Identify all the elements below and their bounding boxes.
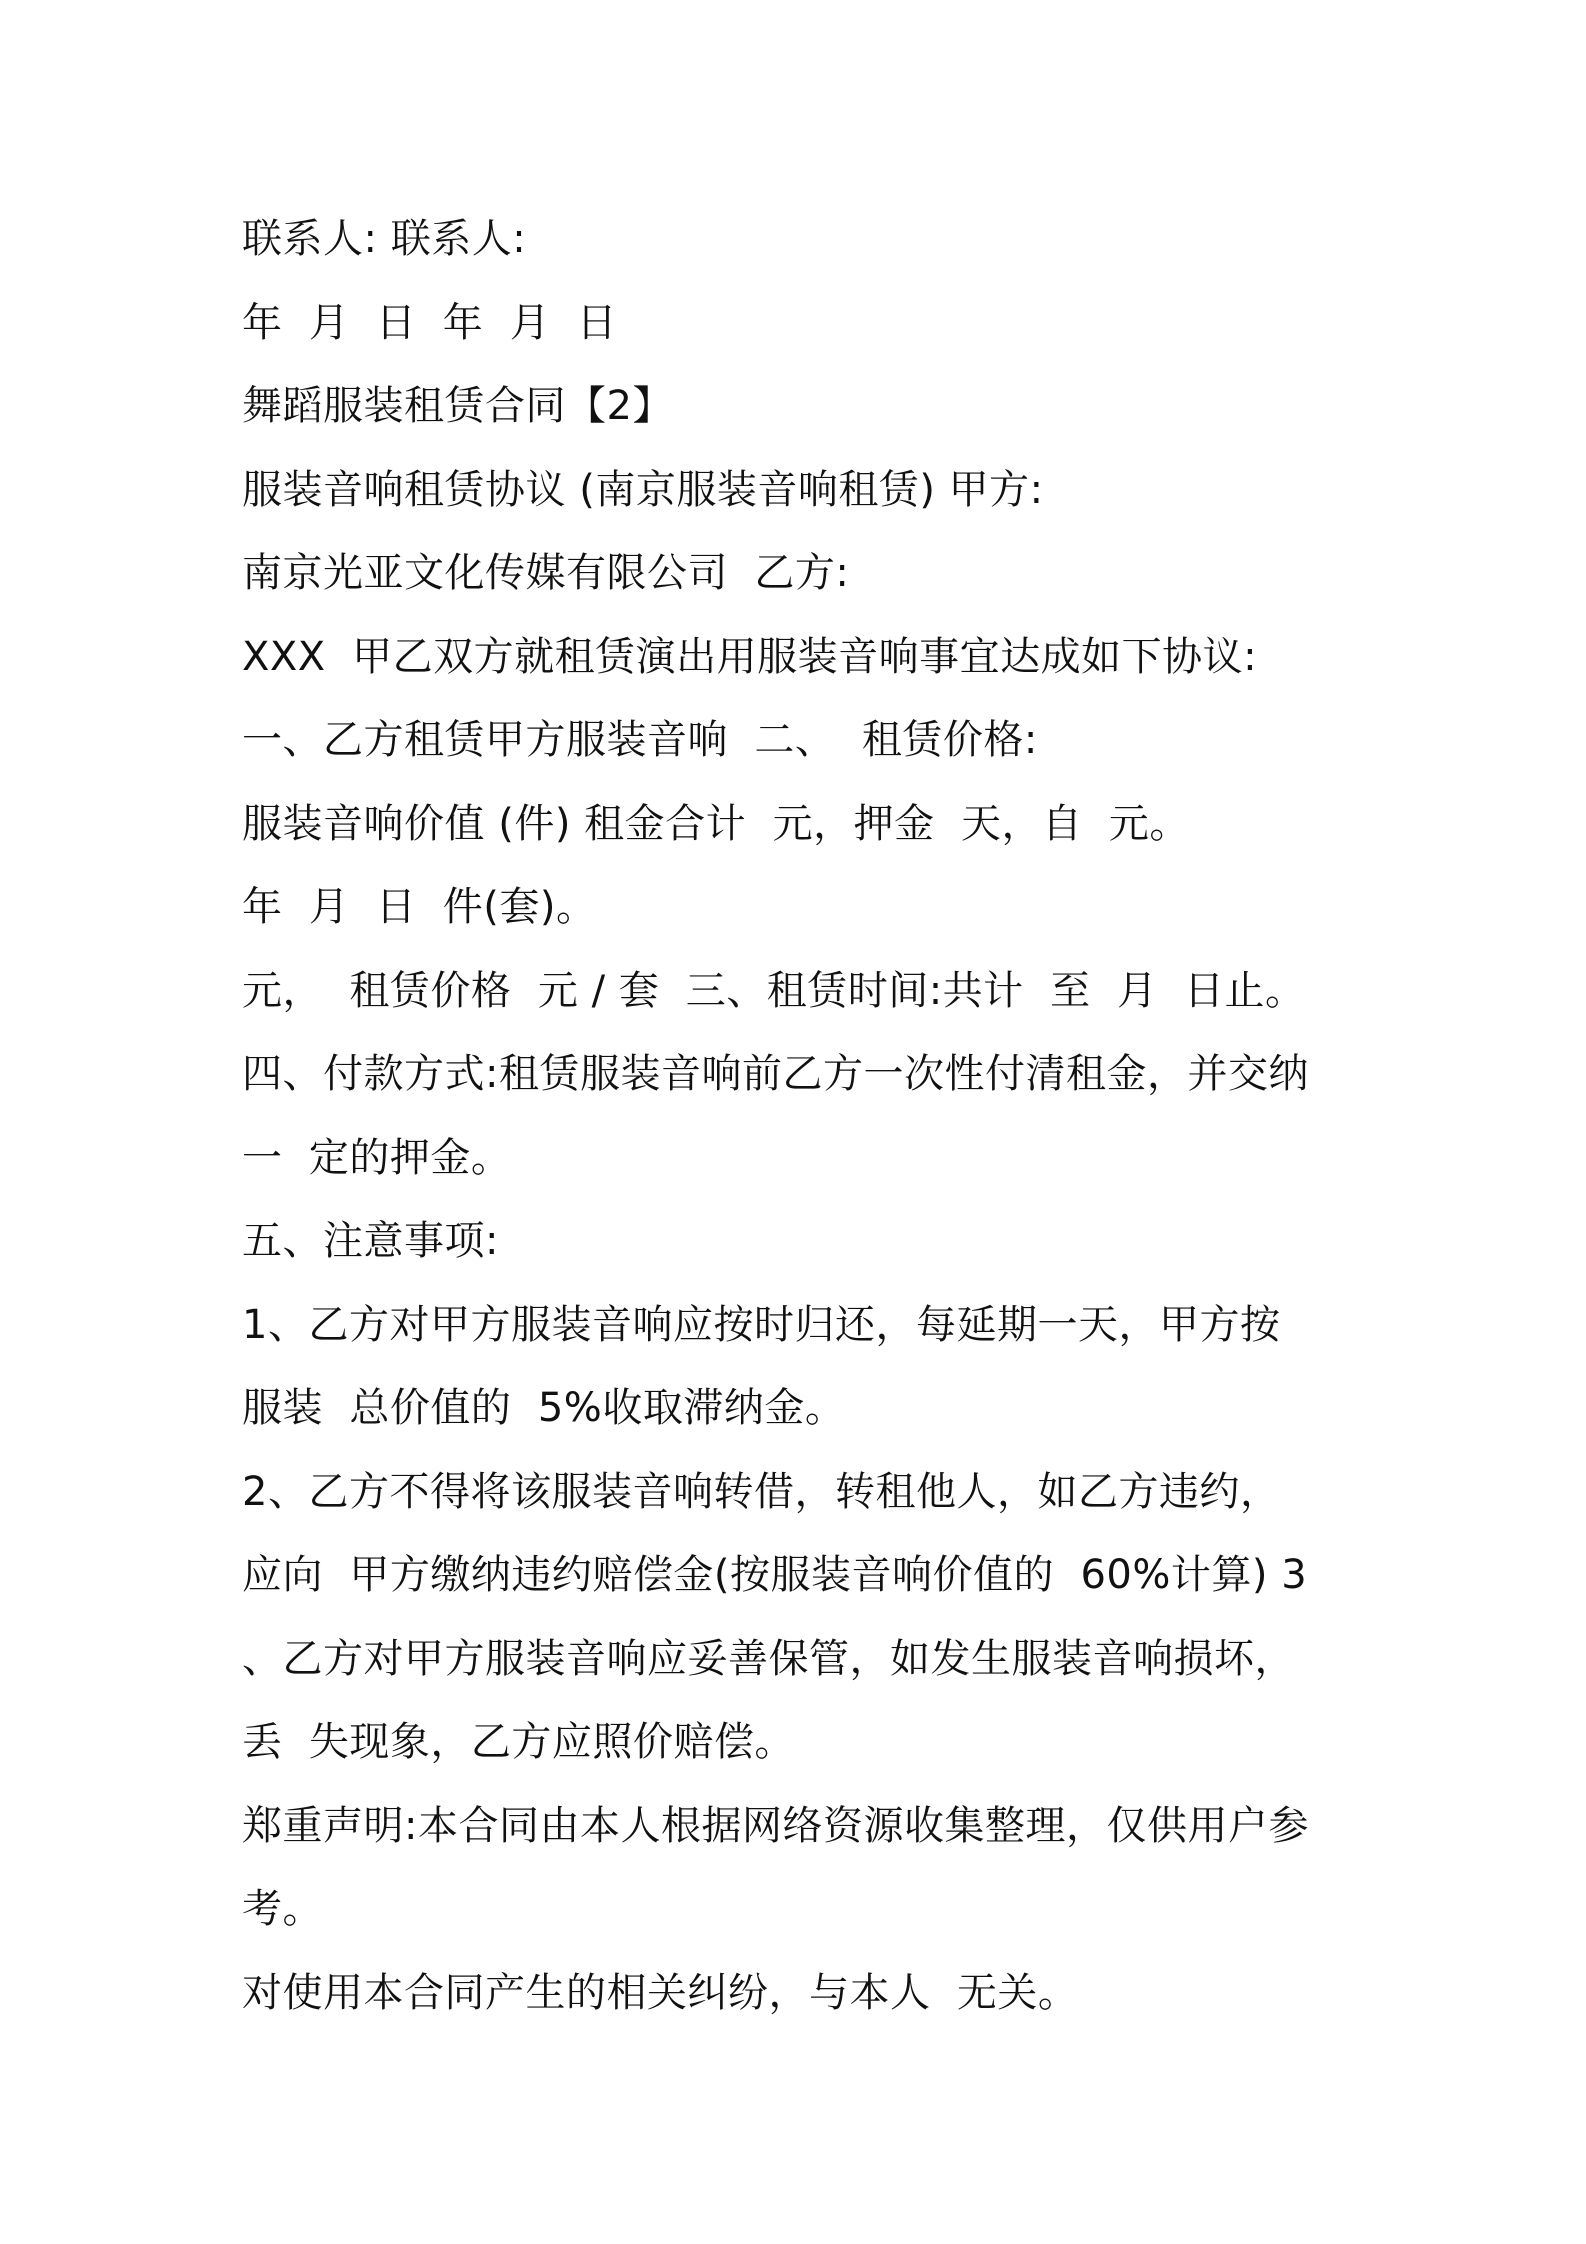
price-line: 服装音响价值 (件) 租金合计 元，押金 天，自 元。 <box>242 800 1190 847</box>
payment-clause-cont: 一 定的押金。 <box>242 1134 512 1181</box>
disclaimer-end: 对使用本合同产生的相关纠纷，与本人 无关。 <box>242 1969 1079 2016</box>
price-time-line: 元， 租赁价格 元 / 套 三、租赁时间:共计 至 月 日止。 <box>242 967 1306 1014</box>
note-1-cont: 服装 总价值的 5%收取滞纳金。 <box>242 1385 846 1431</box>
payment-clause: 四、付款方式:租赁服装音响前乙方一次性付清租金，并交纳 <box>242 1051 1309 1097</box>
notes-heading: 五、注意事项: <box>242 1218 499 1264</box>
disclaimer: 郑重声明:本合同由本人根据网络资源收集整理，仅供用户参 <box>242 1802 1309 1849</box>
contract-title: 舞蹈服装租赁合同【2】 <box>242 383 673 429</box>
party-a-line: 南京光亚文化传媒有限公司 乙方: <box>242 550 850 596</box>
agreement-heading: 服装音响租赁协议 (南京服装音响租赁) 甲方: <box>242 466 1044 513</box>
contact-line: 联系人: 联系人: <box>242 216 527 262</box>
document-body <box>242 198 1362 2035</box>
note-3: 、乙方对甲方服装音响应妥善保管，如发生服装音响损坏， <box>242 1635 1295 1682</box>
date-quantity-line: 年 月 日 件(套)。 <box>242 884 597 930</box>
clause-1-2: 一、乙方租赁甲方服装音响 二、 租赁价格: <box>242 717 1038 763</box>
note-2-cont: 应向 甲方缴纳违约赔偿金(按服装音响价值的 60%计算) 3 <box>242 1552 1308 1598</box>
date-line: 年 月 日 年 月 日 <box>242 299 618 346</box>
note-3-cont: 丢 失现象，乙方应照价赔偿。 <box>242 1719 795 1765</box>
note-1: 1、乙方对甲方服装音响应按时归还，每延期一天，甲方按 <box>242 1301 1281 1348</box>
agreement-intro: XXX 甲乙双方就租赁演出用服装音响事宜达成如下协议: <box>242 633 1258 680</box>
note-2: 2、乙方不得将该服装音响转借，转租他人，如乙方违约， <box>242 1468 1281 1515</box>
disclaimer-cont: 考。 <box>242 1886 323 1932</box>
